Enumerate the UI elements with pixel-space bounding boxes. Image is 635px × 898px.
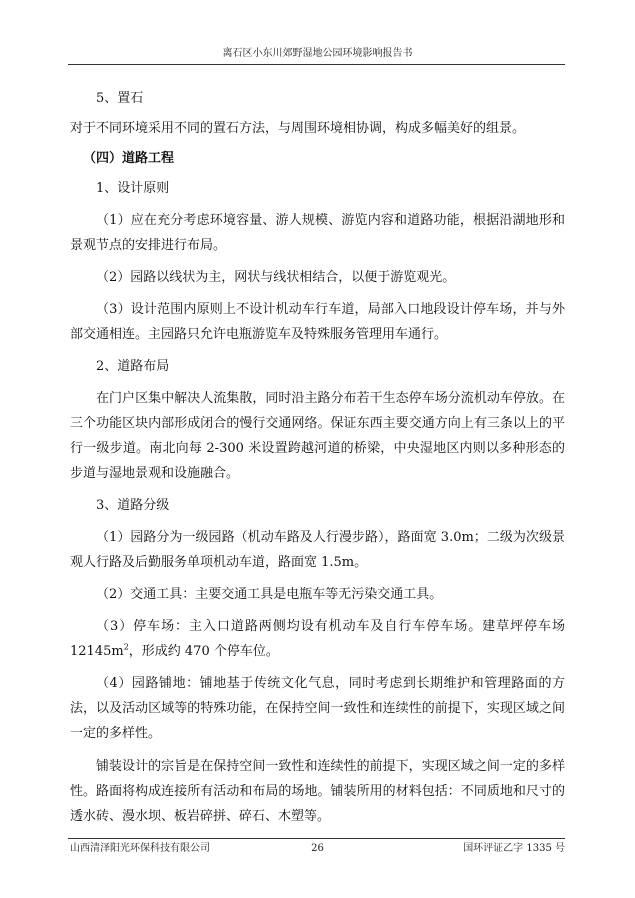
footer-page-number: 26	[311, 843, 324, 854]
footer-company: 山西清泽阳光环保科技有限公司	[70, 843, 210, 854]
paragraph-stone: 对于不同环境采用不同的置石方法，与周围环境相协调，构成多幅美好的组景。	[70, 121, 526, 136]
paragraph-principle-1: （1）应在充分考虑环境容量、游人规模、游览内容和道路功能，根据沿湖地形和景观节点的安排进行布局。	[70, 213, 565, 253]
header-divider	[68, 64, 565, 65]
paragraph-paving: 铺装设计的宗旨是在保持空间一致性和连续性的前提下，实现区域之间一定的多样性。路面将构成连接所有活动和布局的场地。铺装所用的材料包括：不同质地和尺寸的透水砖、漫水坝、板岩碎拼、碎石、木塑等。	[70, 759, 565, 824]
footer-divider	[68, 838, 565, 839]
paragraph-grading-2: （2）交通工具：主要交通工具是电瓶车等无污染交通工具。	[96, 587, 443, 602]
parking-text-b: ，形成约 470 个停车位。	[128, 644, 279, 659]
subsection-title-road-layout: 2、道路布局	[96, 359, 170, 374]
paragraph-principle-3: （3）设计范围内原则上不设计机动车行车道，局部入口地段设计停车场，并与外部交通相连。主园路只允许电瓶游览车及特殊服务管理用车通行。	[70, 302, 565, 342]
page-body	[70, 86, 565, 829]
parking-text-a: （3）停车场：主入口道路两侧均设有机动车及自行车停车场。建草坪停车场 12145m	[70, 619, 565, 659]
paragraph-road-layout: 在门户区集中解决人流集散，同时沿主路分布若干生态停车场分流机动车停放。在三个功能区块内部形成闭合的慢行交通网络。保证东西主要交通方向上有三条以上的平行一级步道。南北向每 2-300 米设置跨越河道的桥梁，中央湿地区内则以多种形态的步道与湿地景观和设施融合。	[70, 391, 565, 481]
paragraph-grading-4: （4）园路铺地：铺地基于传统文化气息，同时考虑到长期维护和管理路面的方法，以及活动区域等的特殊功能，在保持空间一致性和连续性的前提下，实现区域之间一定的多样性。	[70, 676, 565, 741]
section-title-road-engineering: （四）道路工程	[83, 151, 175, 166]
paragraph-grading-1: （1）园路分为一级园路（机动车路及人行漫步路），路面宽 3.0m；二级为次级景观人行路及后勤服务单项机动车道，路面宽 1.5m。	[70, 530, 565, 570]
subsection-title-stone: 5、置石	[96, 91, 144, 106]
paragraph-principle-2: （2）园路以线状为主，网状与线状相结合，以便于游览观光。	[96, 270, 456, 285]
paragraph-grading-3	[70, 614, 565, 664]
superscript-squared: 2	[123, 642, 129, 652]
footer-certificate: 国环评证乙字 1335 号	[463, 843, 565, 854]
subsection-title-design-principles: 1、设计原则	[96, 181, 170, 196]
page-header: 离石区小东川郊野湿地公园环境影响报告书	[222, 48, 413, 59]
subsection-title-road-grading: 3、道路分级	[96, 498, 170, 513]
